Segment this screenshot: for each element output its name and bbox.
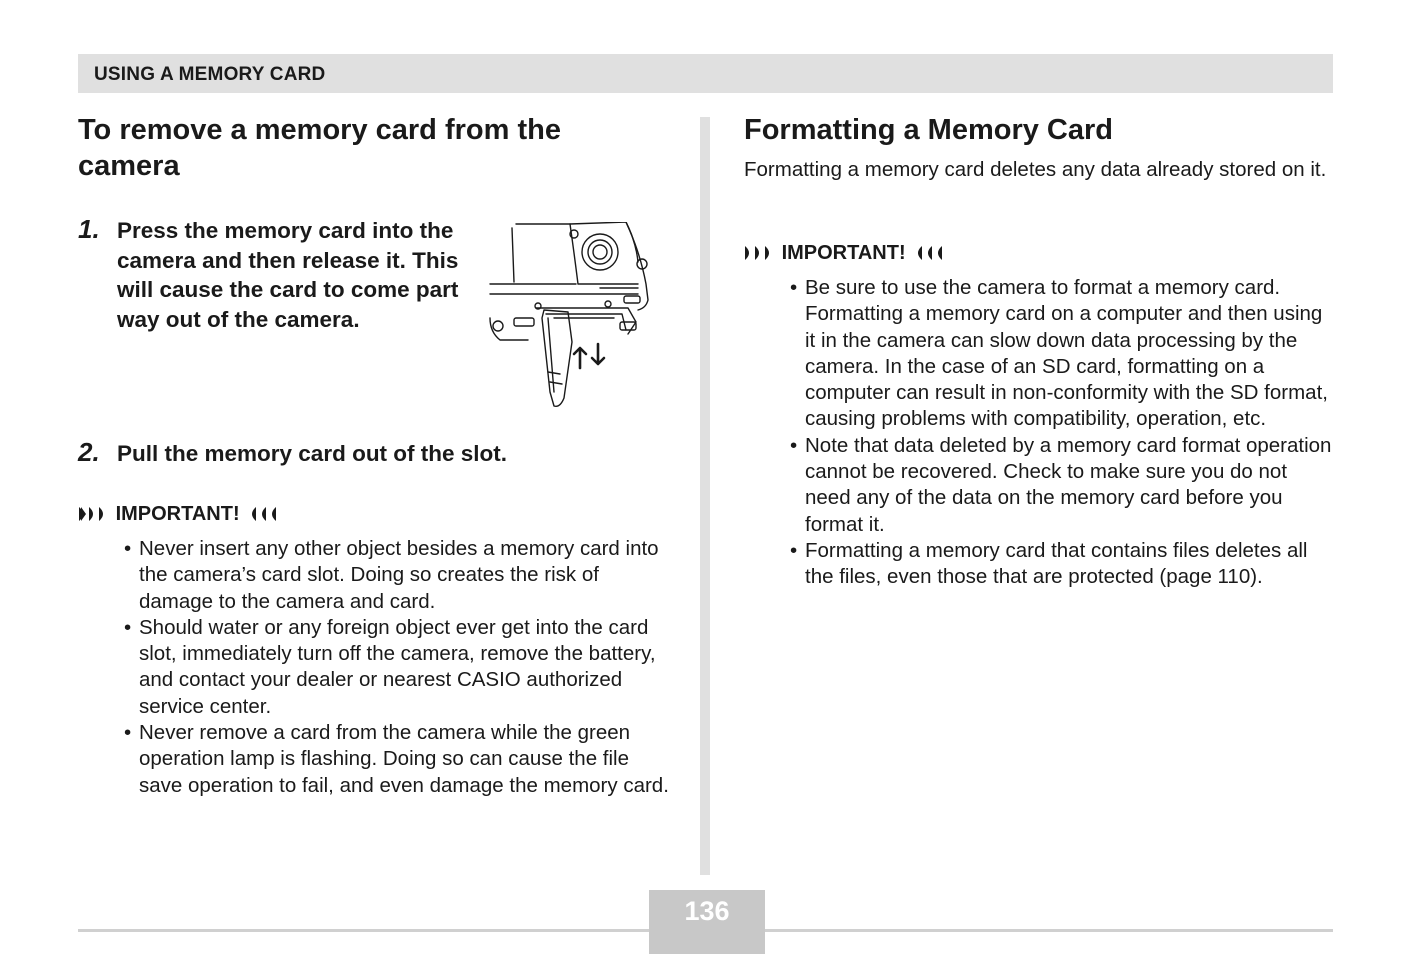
column-divider xyxy=(700,117,710,875)
remove-card-title: To remove a memory card from the camera xyxy=(78,114,561,182)
important-list-left xyxy=(124,536,672,799)
page-number: 136 xyxy=(684,896,730,926)
section-header-bar xyxy=(78,54,1333,93)
important-heading-right xyxy=(744,241,943,265)
list-item: • Should water or any foreign object ever get into the card slot, immediately turn off the camera, remove the battery, and contact your dealer or nearest CASIO authorized service center. xyxy=(124,615,672,720)
important-list-right xyxy=(790,275,1338,591)
list-item: • Never insert any other object besides a memory card into the camera’s card slot. Doing so creates the risk of damage to the camera and card. xyxy=(124,536,672,615)
camera-card-slot-illustration xyxy=(488,222,660,410)
formatting-card-title: Formatting a Memory Card xyxy=(744,114,1113,146)
important-heading-left xyxy=(78,502,277,526)
step-2-number: 2. xyxy=(78,437,100,467)
triple-arrow-right-icon xyxy=(744,244,776,262)
list-item: • Never remove a card from the camera while the green operation lamp is flashing. Doing so can cause the file save operation to fail, and even damage the memory card. xyxy=(124,720,672,799)
list-item: • Note that data deleted by a memory card format operation cannot be recovered. Check to make sure you do not need any of the data on the memory card before you format it. xyxy=(790,433,1338,538)
triple-arrow-left-icon xyxy=(245,505,277,523)
important-label-left: IMPORTANT! xyxy=(115,503,240,525)
step-2-text: Pull the memory card out of the slot. xyxy=(117,441,508,466)
triple-arrow-left-icon xyxy=(911,244,943,262)
list-item: • Formatting a memory card that contains files deletes all the files, even those that are protected (page 110). xyxy=(790,538,1338,591)
section-header-title: USING A MEMORY CARD xyxy=(94,64,326,85)
step-1-number: 1. xyxy=(78,214,100,244)
triple-arrow-right-icon xyxy=(78,505,110,523)
step-1-text: Press the memory card into the camera and then release it. This will cause the card to come part way out of the camera. xyxy=(117,218,459,332)
list-item: • Be sure to use the camera to format a memory card. Formatting a memory card on a computer and then using it in the camera can slow down data processing by the camera. In the case of an SD card, formatting on a computer can result in non-conformity with the SD format, causing problems with compatibility, operation, etc. xyxy=(790,275,1338,433)
formatting-intro: Formatting a memory card deletes any data already stored on it. xyxy=(744,158,1327,181)
important-label-right: IMPORTANT! xyxy=(781,242,906,264)
page-number-box xyxy=(649,890,765,954)
